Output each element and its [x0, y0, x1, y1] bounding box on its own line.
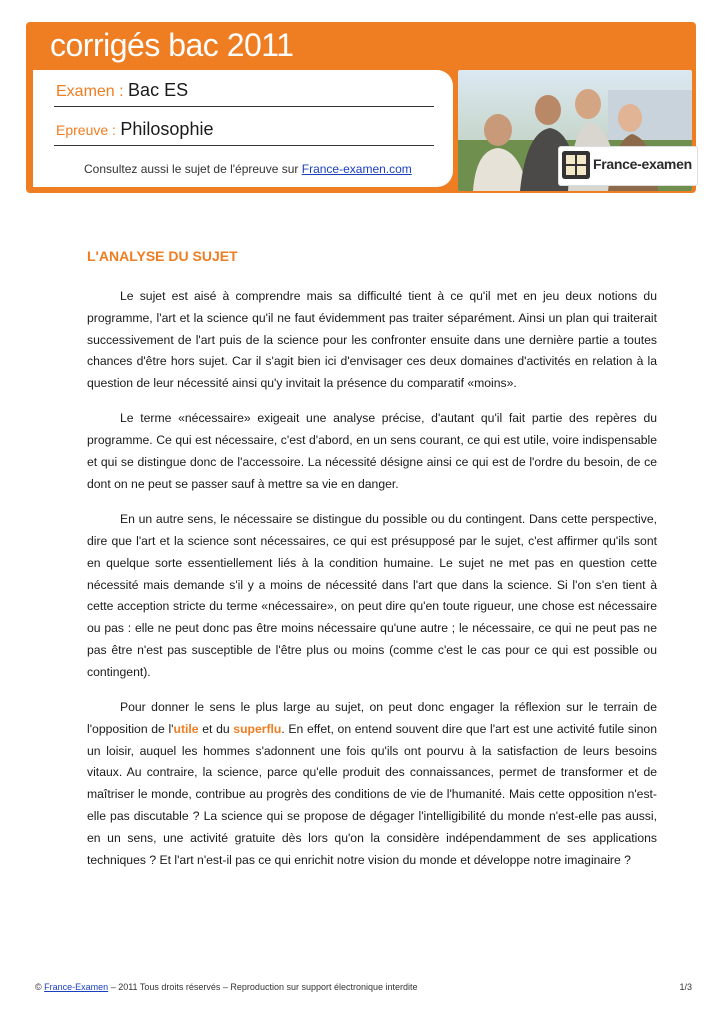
france-examen-logo[interactable]: [558, 146, 698, 186]
paragraph: En un autre sens, le nécessaire se distingue du possible ou du contingent. Dans cette perspective, dire que l'art et la science sont nécessaires, ce qui est présupposé par le sujet, c'est affirmer qu'ils sont en quelque sorte essentiellement liés à la condition humaine. Le sujet ne met pas en question cette nécessité mais demande s'il y a moins de nécessité dans l'art que dans la science. Si l'on s'en tient à cette acception stricte du terme «nécessaire», on peut dire qu'en toute rigueur, une chose est nécessaire ou pas : elle ne peut donc pas être moins nécessaire qu'une autre ; le nécessaire, ce qui ne peut pas ne pas être n'est pas susceptible de l'être plus ou moins (comme c'est le cas pour ce qui est possible ou contingent).: [87, 512, 657, 679]
banner-title: corrigés bac 2011: [50, 27, 294, 63]
divider: [54, 145, 434, 146]
france-examen-link[interactable]: France-examen.com: [301, 162, 412, 176]
copyright-symbol: ©: [35, 982, 42, 992]
exam-field: [56, 80, 188, 101]
paragraph: Le sujet est aisé à comprendre mais sa difficulté tient à ce qu'il met en jeu deux notions du programme, l'art et la science qu'il ne faut évidemment pas traiter séparément. Ainsi un plan qui traiterait successivement de l'art puis de la science pour les confronter ensuite dans une dernière partie a toutes chances d'être hors sujet. Car il s'agit bien ici d'envisager ces deux domaines d'activités en relation à la question de leur nécessité ainsi qu'y invitait la présence du comparatif «moins».: [87, 289, 657, 391]
highlight-superflu: superflu: [233, 721, 282, 736]
exam-info-panel: [33, 70, 453, 187]
consult-prefix: Consultez aussi le sujet de l'épreuve sur: [84, 162, 302, 176]
logo-mark-icon: [562, 151, 590, 179]
page-number: 1/3: [679, 982, 692, 992]
footer-text: – 2011 Tous droits réservés – Reproduction sur support électronique interdite: [108, 982, 418, 992]
footer-france-examen-link[interactable]: France-Examen: [44, 982, 109, 992]
highlight-utile: utile: [173, 721, 199, 736]
paragraph-text: Pour donner le sens le plus large au sujet, on peut donc engager la réflexion sur le terrain de l'opposition de l': [87, 700, 657, 736]
logo-text: France-examen: [593, 156, 692, 172]
paragraph: [87, 697, 657, 871]
epreuve-value: Philosophie: [120, 119, 214, 139]
document-body: [87, 286, 657, 885]
paragraph-text: et du: [198, 721, 234, 736]
exam-label: Examen :: [56, 83, 124, 100]
epreuve-label: Epreuve :: [56, 122, 116, 138]
paragraph: Le terme «nécessaire» exigeait une analyse précise, d'autant qu'il fait partie des repères du programme. Ce qui est nécessaire, c'est d'abord, en un sens courant, ce qui est utile, voire indispensable et qui se distingue donc de l'accessoire. La nécessité désigne ainsi ce qui est de l'ordre du besoin, de ce dont on ne peut se passer sauf à mettre sa vie en danger.: [87, 411, 657, 491]
exam-value: Bac ES: [128, 80, 189, 100]
footer: [35, 982, 418, 992]
divider: [54, 106, 434, 107]
section-title: L'ANALYSE DU SUJET: [87, 248, 238, 264]
consult-line: [84, 162, 412, 176]
paragraph-text: . En effet, on entend souvent dire que l'art est une activité futile sinon un loisir, auquel les hommes s'adonnent une fois qu'ils ont pourvu à la satisfaction de leurs besoins vitaux. Au contraire, la science, parce qu'elle produit des connaissances, permet de transformer et de maîtriser le monde, contribue au progrès des conditions de vie de l'humanité. Mais cette opposition n'est-elle pas discutable ? La science qui se propose de dégager l'intelligibilité du monde n'est-elle pas aussi, en un sens, une activité gratuite dès lors qu'on la considère indépendamment de ses applications techniques ? Et l'art n'est-il pas ce qui enrichit notre vision du monde et développe notre imaginaire ?: [87, 721, 657, 867]
epreuve-field: [56, 119, 213, 140]
